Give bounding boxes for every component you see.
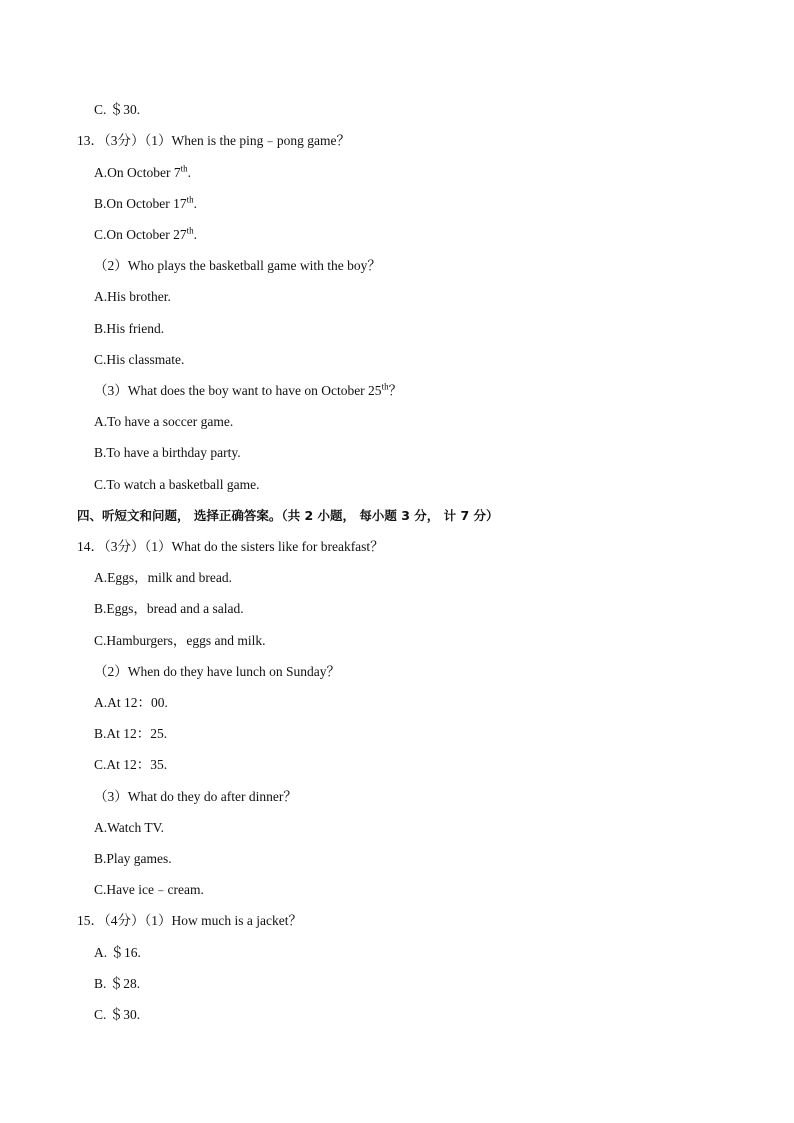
q14-2-line: （2）When do they have lunch on Sunday？	[94, 664, 340, 679]
q15-1-option-b: B. ＄28.	[94, 976, 141, 991]
q15-1-option-c: C. ＄30.	[94, 1007, 141, 1022]
question-15-line: 15．（4分）（1）How much is a jacket？	[77, 913, 302, 928]
q13-3-line: （3）What does the boy want to have on October 25th？	[94, 381, 403, 398]
q13-3-option-c: C.To watch a basketball game.	[94, 477, 260, 492]
option-c-line: C. ＄30.	[94, 102, 141, 117]
q13-1-option-c: C.On October 27th.	[94, 225, 197, 242]
q14-2-option-a: A.At 12：00.	[94, 695, 168, 710]
q14-3-option-b: B.Play games.	[94, 851, 172, 866]
q13-2-line: （2）Who plays the basketball game with the boy？	[94, 258, 381, 273]
q14-3-option-c: C.Have ice﹣cream.	[94, 882, 204, 897]
q13-2-option-b: B.His friend.	[94, 321, 165, 336]
q14-3-option-a: A.Watch TV.	[94, 820, 165, 835]
q13-2-option-c: C.His classmate.	[94, 352, 185, 367]
q13-2-option-a: A.His brother.	[94, 289, 171, 304]
q13-1-option-b: B.On October 17th.	[94, 194, 197, 211]
question-13-line: 13．（3分）（1）When is the ping﹣pong game？	[77, 133, 350, 148]
q14-2-option-b: B.At 12：25.	[94, 726, 168, 741]
section-heading: 四、听短文和问题， 选择正确答案。（共 2 小题， 每小题 3 分， 计 7 分）	[77, 508, 499, 523]
q14-1-option-c: C.Hamburgers，eggs and milk.	[94, 633, 266, 648]
q13-3-option-a: A.To have a soccer game.	[94, 414, 234, 429]
q13-3-option-b: B.To have a birthday party.	[94, 445, 241, 460]
question-14-line: 14．（3分）（1）What do the sisters like for breakfast？	[77, 539, 384, 554]
q15-1-option-a: A. ＄16.	[94, 945, 141, 960]
q14-2-option-c: C.At 12：35.	[94, 757, 168, 772]
q13-1-option-a: A.On October 7th.	[94, 163, 191, 180]
q14-3-line: （3）What do they do after dinner？	[94, 789, 297, 804]
q14-1-option-b: B.Eggs，bread and a salad.	[94, 601, 244, 616]
q14-1-option-a: A.Eggs，milk and bread.	[94, 570, 232, 585]
